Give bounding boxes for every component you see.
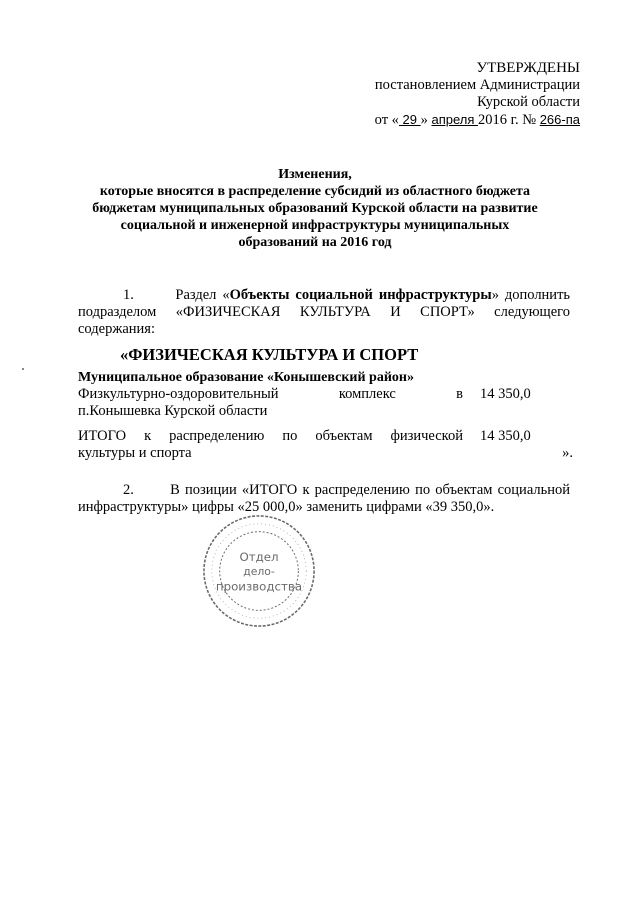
date-day: 29 bbox=[398, 112, 421, 127]
total-line-2: культуры и спорта bbox=[78, 445, 192, 461]
approval-title: УТВЕРЖДЕНЫ bbox=[476, 60, 580, 76]
decree-number: 266-па bbox=[539, 112, 580, 127]
item-2-text: В позиции «ИТОГО к распределению по объектам социальной инфраструктуры» цифры «25 000,0» заменить цифрами «39 350,0». bbox=[78, 482, 571, 515]
municipality-heading: Муниципальное образование «Конышевский район» bbox=[78, 370, 414, 385]
stamp-line-3: производства bbox=[215, 579, 303, 594]
item-1-paragraph bbox=[78, 287, 570, 338]
scan-speck bbox=[22, 368, 24, 370]
document-title bbox=[75, 166, 555, 251]
item-1-text-b: » дополнить подразделом «ФИЗИЧЕСКАЯ КУЛЬТУРА И СПОРТ» следующего содержания: bbox=[78, 287, 571, 337]
item-1-number: 1. bbox=[123, 287, 134, 303]
stamp-line-2: дело- bbox=[243, 564, 275, 578]
title-line-1: Изменения, bbox=[278, 167, 352, 182]
closing-quote: ». bbox=[562, 445, 573, 461]
title-line-2: которые вносятся в распределение субсидий из областного бюджета bbox=[99, 184, 531, 199]
subsection-heading: «ФИЗИЧЕСКАЯ КУЛЬТУРА И СПОРТ bbox=[120, 345, 419, 364]
approval-decree: постановлением Администрации bbox=[374, 77, 580, 93]
total-line-1: ИТОГО к распределению по объектам физической bbox=[78, 428, 463, 444]
date-month: апреля bbox=[431, 112, 479, 127]
office-stamp bbox=[200, 512, 318, 630]
title-line-4: социальной и инженерной инфраструктуры муниципальных bbox=[120, 218, 510, 233]
item-2-paragraph bbox=[78, 482, 570, 516]
date-year: 2016 г. № bbox=[478, 112, 540, 128]
approval-region: Курской области bbox=[477, 94, 580, 110]
date-mid: » bbox=[420, 112, 432, 128]
object-word-3: в bbox=[456, 386, 463, 402]
approval-date-line bbox=[300, 111, 580, 129]
total-value: 14 350,0 bbox=[480, 428, 531, 444]
item-1-text-bold: Объекты социальной инфраструктуры bbox=[229, 287, 492, 303]
item-1-text-a: Раздел « bbox=[175, 287, 230, 303]
total-name bbox=[78, 428, 463, 462]
object-row bbox=[78, 386, 573, 420]
title-line-5: образований на 2016 год bbox=[238, 235, 392, 250]
object-name-line-2: п.Конышевка Курской области bbox=[78, 403, 268, 419]
stamp-line-1: Отдел bbox=[239, 550, 279, 565]
date-prefix: от « bbox=[374, 112, 399, 128]
object-word-2: комплекс bbox=[338, 386, 396, 402]
object-word-1: Физкультурно-оздоровительный bbox=[78, 386, 279, 402]
object-value: 14 350,0 bbox=[480, 386, 531, 402]
item-2-number: 2. bbox=[123, 482, 134, 498]
total-row bbox=[78, 428, 573, 462]
object-name bbox=[78, 386, 463, 420]
title-line-3: бюджетам муниципальных образований Курской области на развитие bbox=[92, 201, 538, 216]
object-name-line-1 bbox=[78, 386, 463, 403]
approval-block bbox=[300, 60, 580, 129]
